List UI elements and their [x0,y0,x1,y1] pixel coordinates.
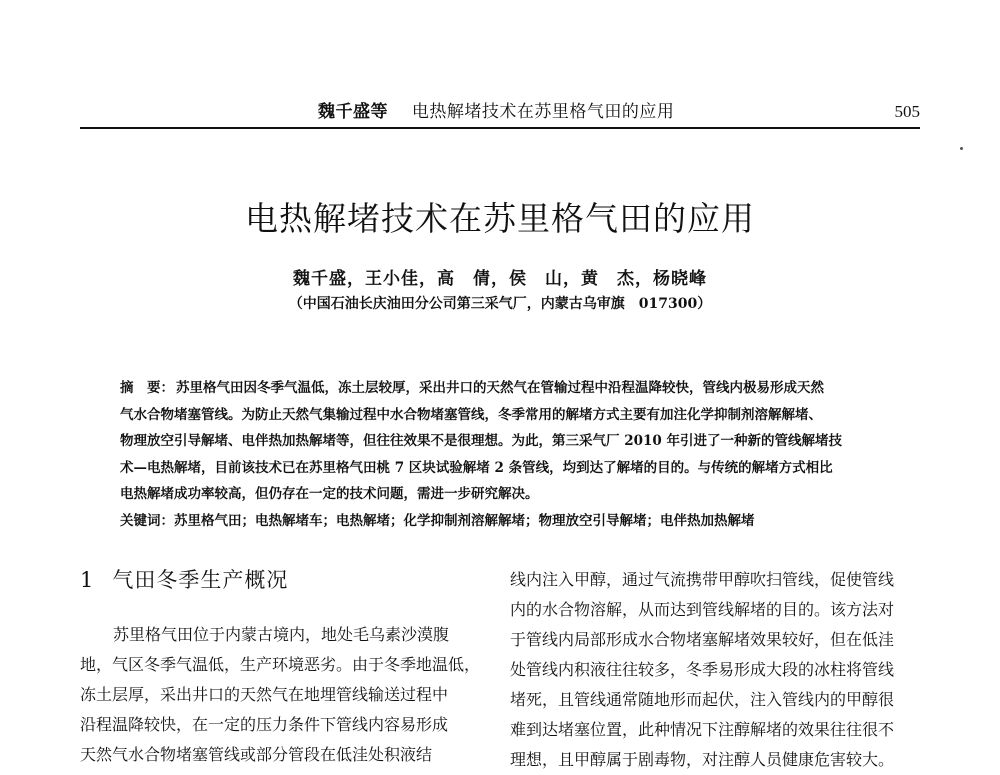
abstract-line: 气水合物堵塞管线。为防止天然气集输过程中水合物堵塞管线，冬季常用的解堵方式主要有加注化学抑制剂溶解解堵、 [120,406,822,423]
body-line: 冻土层厚，采出井口的天然气在地埋管线输送过程中 [80,685,449,704]
abstract-text: 苏里格气田因冬季气温低，冻土层较厚，采出井口的天然气在管输过程中沿程温降较快，管线内极易形成天然 [176,380,824,396]
page-number: 505 [894,102,920,121]
keywords-line [120,508,920,535]
left-column [80,565,492,770]
body-line: 理想，且甲醇属于剧毒物，对注醇人员健康危害较大。 [510,750,895,769]
abstract-line: 电热解堵成功率较高，但仍存在一定的技术问题，需进一步研究解决。 [120,486,539,502]
running-header-left [80,97,674,122]
affiliation: （中国石油长庆油田分公司第三采气厂，内蒙古乌审旗 017300） [288,296,712,312]
body-line: 线内注入甲醇，通过气流携带甲醇吹扫管线，促使管线 [510,570,895,589]
body-line: 处管线内积液往往较多，冬季易形成大段的冰柱将管线 [510,660,895,679]
abstract-block [120,375,920,534]
paper-title: 电热解堵技术在苏里格气田的应用 [245,199,755,238]
keywords-text: 苏里格气田；电热解堵车；电热解堵；化学抑制剂溶解解堵；物理放空引导解堵；电伴热加热解堵 [174,512,755,529]
running-header-title: 电热解堵技术在苏里格气田的应用 [411,102,675,122]
body-line: 天然气水合物堵塞管线或部分管段在低洼处积液结 [80,745,433,764]
section-title: 气田冬季生产概况 [112,568,289,592]
running-header [80,92,920,122]
body-line: 堵死，且管线通常随地形而起伏，注入管线内的甲醇很 [510,690,895,709]
body-line: 沿程温降较快，在一定的压力条件下管线内容易形成 [80,715,449,734]
section-number: 1 [80,568,95,592]
section-heading [80,565,492,595]
body-line: 地，气区冬季气温低，生产环境恶劣。由于冬季地温低， [80,655,481,674]
right-column [510,565,922,775]
abstract-line: 术—电热解堵，目前该技术已在苏里格气田桃 7 区块试验解堵 2 条管线，均到达了解堵的目的。与传统的解堵方式相比 [120,459,833,476]
running-header-authors: 魏千盛等 [318,102,388,122]
abstract-label: 摘 要： [120,380,174,396]
abstract-line [120,375,920,402]
abstract-line: 物理放空引导解堵、电伴热加热解堵等，但往往效果不是很理想。为此，第三采气厂 2010 年引进了一种新的管线解堵技 [120,433,842,449]
scan-speck [960,147,963,150]
author-list: 魏千盛，王小佳，高 倩，侯 山，黄 杰，杨晓峰 [293,269,707,289]
header-rule [80,127,920,129]
body-line: 苏里格气田位于内蒙古境内，地处毛乌素沙漠腹 [113,625,450,644]
body-line: 难到达堵塞位置，此种情况下注醇解堵的效果往往很不 [510,720,895,739]
body-line: 于管线内局部形成水合物堵塞解堵效果较好，但在低洼 [510,630,895,649]
body-line: 内的水合物溶解，从而达到管线解堵的目的。该方法对 [510,600,895,619]
keywords-label: 关键词： [120,512,174,529]
